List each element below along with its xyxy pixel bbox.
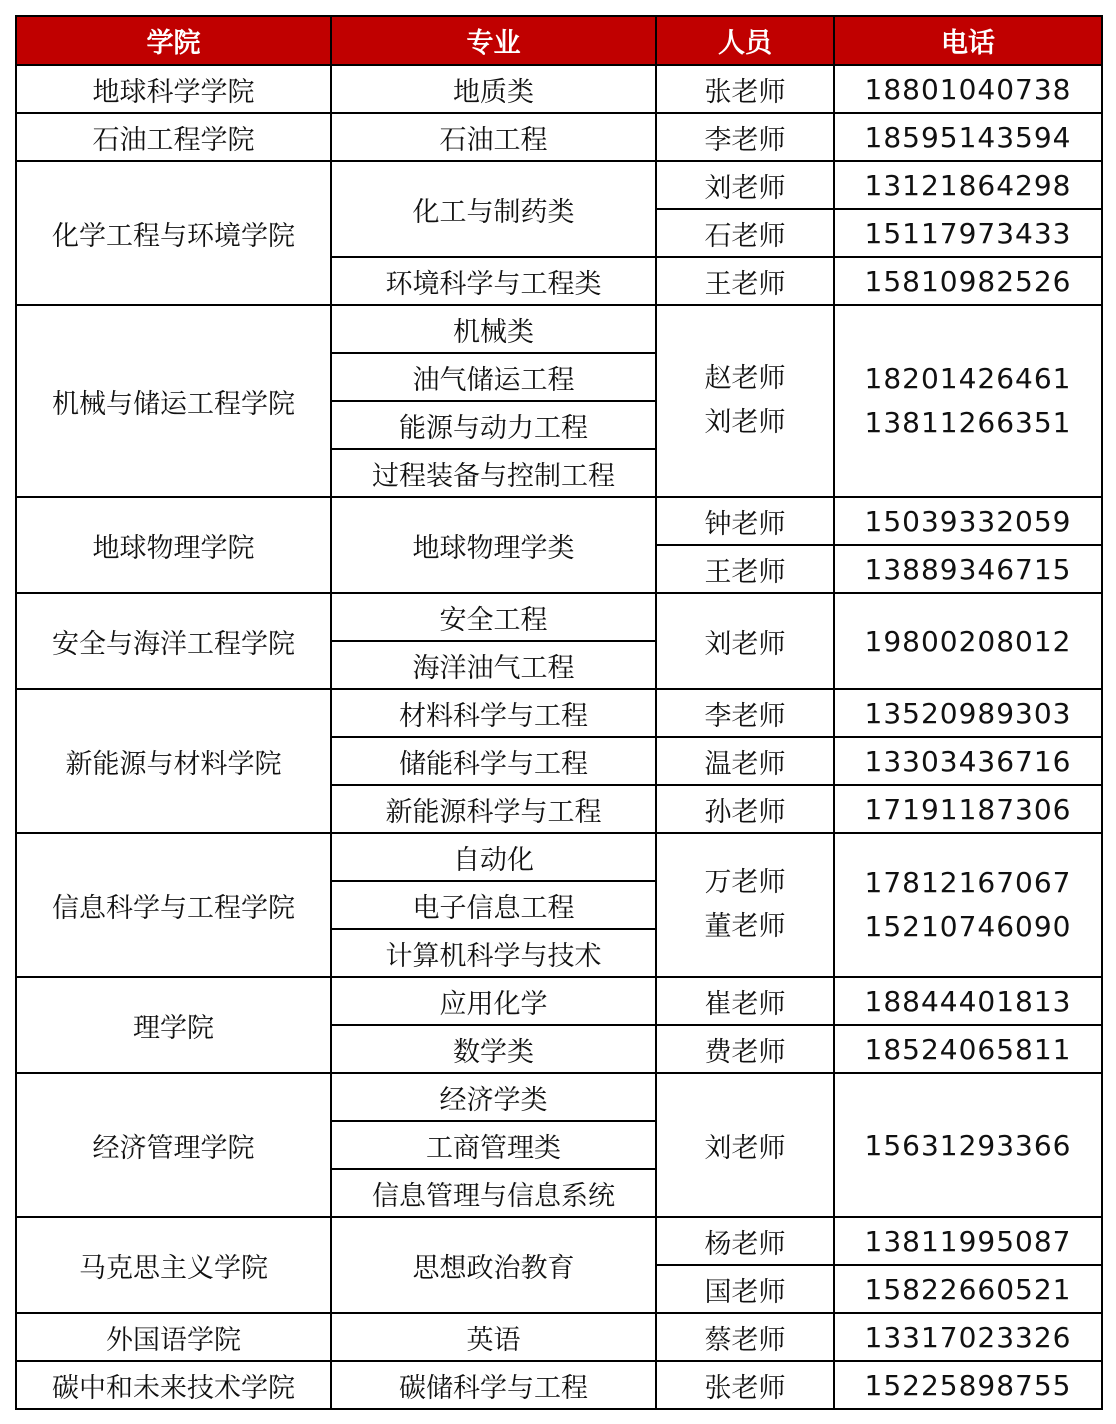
table-row (16, 833, 1102, 881)
person-cell: 张老师 (656, 1361, 834, 1409)
major-cell: 英语 (331, 1313, 656, 1361)
major-cell: 环境科学与工程类 (331, 257, 656, 305)
contact-table (15, 15, 1103, 1410)
table-body (16, 65, 1102, 1409)
phone-cell (834, 305, 1102, 497)
college-cell: 化学工程与环境学院 (16, 161, 331, 305)
phone-number: 13811266351 (864, 406, 1072, 439)
major-cell: 经济学类 (331, 1073, 656, 1121)
college-cell: 地球物理学院 (16, 497, 331, 593)
phone-number: 15210746090 (864, 910, 1072, 943)
major-cell: 碳储科学与工程 (331, 1361, 656, 1409)
person-cell: 孙老师 (656, 785, 834, 833)
header-college: 学院 (16, 16, 331, 65)
college-cell: 地球科学学院 (16, 65, 331, 113)
phone-cell: 15822660521 (834, 1265, 1102, 1313)
college-cell: 理学院 (16, 977, 331, 1073)
major-cell: 数学类 (331, 1025, 656, 1073)
table-row (16, 305, 1102, 353)
college-cell: 石油工程学院 (16, 113, 331, 161)
major-cell: 材料科学与工程 (331, 689, 656, 737)
major-cell: 新能源科学与工程 (331, 785, 656, 833)
header-row (16, 16, 1102, 65)
major-cell: 自动化 (331, 833, 656, 881)
person-cell: 杨老师 (656, 1217, 834, 1265)
college-cell: 新能源与材料学院 (16, 689, 331, 833)
phone-cell: 13317023326 (834, 1313, 1102, 1361)
person-cell: 温老师 (656, 737, 834, 785)
major-cell: 信息管理与信息系统 (331, 1169, 656, 1217)
phone-number: 17812167067 (864, 866, 1072, 899)
header-person: 人员 (656, 16, 834, 65)
person-name: 董老师 (704, 911, 786, 942)
person-cell: 刘老师 (656, 593, 834, 689)
phone-cell: 15631293366 (834, 1073, 1102, 1217)
person-cell: 李老师 (656, 113, 834, 161)
phone-number: 18201426461 (864, 362, 1072, 395)
table-row (16, 113, 1102, 161)
major-cell: 思想政治教育 (331, 1217, 656, 1313)
table-row (16, 65, 1102, 113)
college-cell: 信息科学与工程学院 (16, 833, 331, 977)
person-name: 刘老师 (704, 407, 786, 438)
table-row (16, 1313, 1102, 1361)
major-cell: 电子信息工程 (331, 881, 656, 929)
major-cell: 地质类 (331, 65, 656, 113)
college-cell: 外国语学院 (16, 1313, 331, 1361)
person-cell: 蔡老师 (656, 1313, 834, 1361)
phone-cell: 15039332059 (834, 497, 1102, 545)
table-row (16, 1361, 1102, 1409)
college-cell: 经济管理学院 (16, 1073, 331, 1217)
table-row (16, 497, 1102, 545)
table-row (16, 689, 1102, 737)
phone-cell: 13520989303 (834, 689, 1102, 737)
phone-cell: 18844401813 (834, 977, 1102, 1025)
person-cell (656, 833, 834, 977)
person-name: 万老师 (704, 867, 786, 898)
major-cell: 化工与制药类 (331, 161, 656, 257)
person-cell: 国老师 (656, 1265, 834, 1313)
person-cell: 张老师 (656, 65, 834, 113)
person-cell: 刘老师 (656, 1073, 834, 1217)
phone-cell: 13303436716 (834, 737, 1102, 785)
phone-cell: 19800208012 (834, 593, 1102, 689)
major-cell: 海洋油气工程 (331, 641, 656, 689)
person-cell: 李老师 (656, 689, 834, 737)
table-row (16, 977, 1102, 1025)
phone-cell (834, 833, 1102, 977)
header-major: 专业 (331, 16, 656, 65)
phone-cell: 15117973433 (834, 209, 1102, 257)
college-cell: 机械与储运工程学院 (16, 305, 331, 497)
person-cell (656, 305, 834, 497)
phone-cell: 15810982526 (834, 257, 1102, 305)
major-cell: 应用化学 (331, 977, 656, 1025)
header-phone: 电话 (834, 16, 1102, 65)
person-cell: 石老师 (656, 209, 834, 257)
major-cell: 计算机科学与技术 (331, 929, 656, 977)
table-row (16, 1073, 1102, 1121)
college-cell: 马克思主义学院 (16, 1217, 331, 1313)
person-cell: 刘老师 (656, 161, 834, 209)
major-cell: 机械类 (331, 305, 656, 353)
major-cell: 安全工程 (331, 593, 656, 641)
table-row (16, 1217, 1102, 1265)
major-cell: 石油工程 (331, 113, 656, 161)
major-cell: 油气储运工程 (331, 353, 656, 401)
major-cell: 能源与动力工程 (331, 401, 656, 449)
major-cell: 工商管理类 (331, 1121, 656, 1169)
table-row (16, 161, 1102, 209)
person-cell: 费老师 (656, 1025, 834, 1073)
person-name: 赵老师 (704, 363, 786, 394)
phone-cell: 18801040738 (834, 65, 1102, 113)
person-cell: 王老师 (656, 257, 834, 305)
person-cell: 崔老师 (656, 977, 834, 1025)
phone-cell: 13889346715 (834, 545, 1102, 593)
person-cell: 钟老师 (656, 497, 834, 545)
major-cell: 储能科学与工程 (331, 737, 656, 785)
person-cell: 王老师 (656, 545, 834, 593)
major-cell: 地球物理学类 (331, 497, 656, 593)
phone-cell: 13121864298 (834, 161, 1102, 209)
contact-table-container (15, 15, 1101, 1410)
major-cell: 过程装备与控制工程 (331, 449, 656, 497)
college-cell: 碳中和未来技术学院 (16, 1361, 331, 1409)
phone-cell: 13811995087 (834, 1217, 1102, 1265)
table-row (16, 593, 1102, 641)
table-header (16, 16, 1102, 65)
phone-cell: 18595143594 (834, 113, 1102, 161)
phone-cell: 18524065811 (834, 1025, 1102, 1073)
phone-cell: 17191187306 (834, 785, 1102, 833)
phone-cell: 15225898755 (834, 1361, 1102, 1409)
college-cell: 安全与海洋工程学院 (16, 593, 331, 689)
